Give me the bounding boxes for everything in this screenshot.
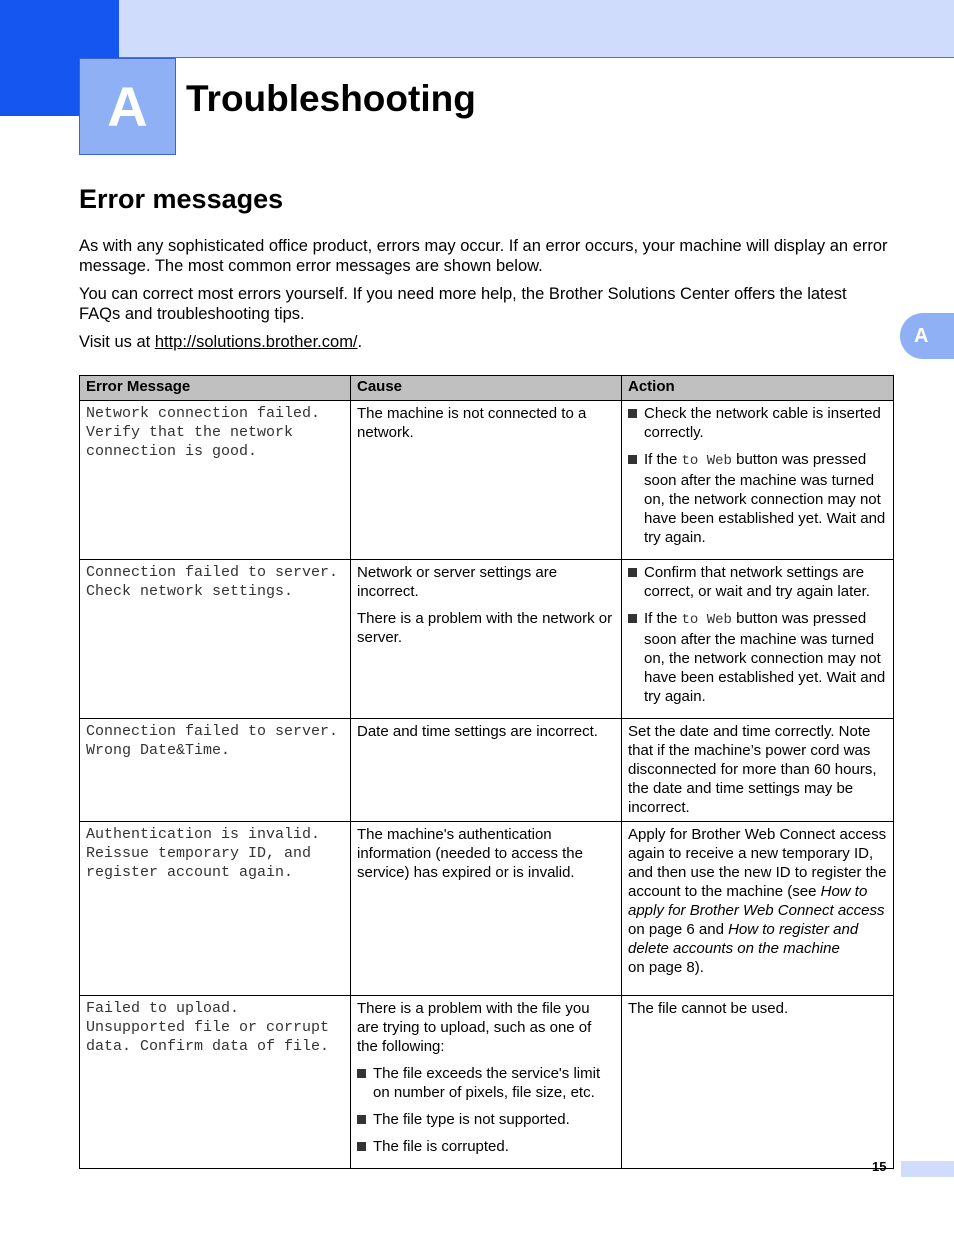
- action-bullet: [628, 609, 887, 706]
- side-chapter-tab: A: [900, 313, 954, 359]
- cause-bullet: The file exceeds the service's limit on number of pixels, file size, etc.: [357, 1064, 615, 1102]
- action-text: on page 8).: [628, 959, 704, 976]
- table-header-row: [80, 376, 894, 401]
- cause-cell: [351, 401, 622, 560]
- error-message-line: data. Confirm data of file.: [86, 1038, 330, 1055]
- cause-text: Network or server settings are incorrect.: [357, 564, 558, 600]
- cause-text: The machine is not connected to a network.: [357, 405, 587, 441]
- intro-paragraph-1: As with any sophisticated office product, errors may occur. If an error occurs, your machine will display an error message. The most common error messages are shown below.: [79, 237, 888, 275]
- error-messages-table: [79, 375, 894, 1169]
- header-action: Action: [622, 376, 894, 401]
- chapter-title: Troubleshooting: [186, 78, 476, 119]
- action-cell: [622, 560, 894, 719]
- table-row: [80, 401, 894, 560]
- error-message-line: Reissue temporary ID, and: [86, 845, 312, 862]
- error-message-line: Connection failed to server.: [86, 723, 339, 740]
- error-message-cell: [80, 401, 351, 560]
- cause-bullet: The file type is not supported.: [357, 1110, 615, 1129]
- action-bullet-list: [628, 563, 887, 706]
- cause-text: The machine's authentication information (needed to access the service) has expired or is invalid.: [357, 826, 583, 881]
- cause-cell: [351, 719, 622, 822]
- action-cell: [622, 822, 894, 996]
- action-text: button was pressed soon after the machine was turned on, the network connection may not have been established yet. Wait and try again.: [644, 610, 886, 705]
- action-cell: [622, 996, 894, 1169]
- section-title: Error messages: [79, 184, 284, 214]
- error-message-line: Failed to upload.: [86, 1000, 240, 1017]
- error-message-line: Connection failed to server.: [86, 564, 339, 581]
- error-message-line: Wrong Date&Time.: [86, 742, 231, 759]
- action-text: button was pressed soon after the machine was turned on, the network connection may not have been established yet. Wait and try again.: [644, 451, 886, 546]
- action-cell: [622, 719, 894, 822]
- error-message-line: register account again.: [86, 864, 294, 881]
- error-message-cell: [80, 560, 351, 719]
- reference-link-register[interactable]: How to register and delete accounts on the machine: [628, 921, 859, 957]
- error-message-line: Authentication is invalid.: [86, 826, 321, 843]
- chapter-letter-box: [79, 58, 176, 155]
- header-error-message: Error Message: [80, 376, 351, 401]
- action-text: Confirm that network settings are correct, or wait and try again later.: [644, 564, 870, 600]
- error-message-cell: [80, 719, 351, 822]
- action-text: Apply for Brother Web Connect access again to receive a new temporary ID, and then use the new ID to register the account to the machine (see: [628, 826, 887, 900]
- cause-text: Date and time settings are incorrect.: [357, 723, 598, 740]
- action-text: Set the date and time correctly. Note that if the machine’s power cord was disconnected for more than 60 hours, the date and time settings may be incorrect.: [628, 723, 877, 816]
- error-message-line: Network connection failed.: [86, 405, 321, 422]
- intro-paragraph-2: You can correct most errors yourself. If you need more help, the Brother Solutions Center offers the latest FAQs and troubleshooting tips.: [79, 285, 847, 323]
- reference-link-apply[interactable]: How to apply for Brother Web Connect access: [628, 883, 885, 919]
- action-bullet-list: [628, 404, 887, 547]
- error-message-line: Check network settings.: [86, 583, 294, 600]
- cause-cell: [351, 560, 622, 719]
- cause-cell: [351, 822, 622, 996]
- cause-cell: [351, 996, 622, 1169]
- error-message-cell: [80, 996, 351, 1169]
- action-bullet: [628, 450, 887, 547]
- cause-text: There is a problem with the file you are trying to upload, such as one of the following:: [357, 1000, 592, 1055]
- action-text: The file cannot be used.: [628, 1000, 789, 1017]
- error-message-cell: [80, 822, 351, 996]
- table-row: [80, 560, 894, 719]
- table-row: [80, 822, 894, 996]
- table-row: [80, 996, 894, 1169]
- error-message-line: connection is good.: [86, 443, 258, 460]
- to-web-button-name: to Web: [681, 612, 732, 628]
- visit-prefix: Visit us at: [79, 333, 155, 351]
- visit-line: [79, 332, 889, 352]
- solutions-link[interactable]: http://solutions.brother.com/: [154, 333, 358, 351]
- page-number: 15: [872, 1159, 887, 1174]
- action-text: If the: [644, 451, 682, 468]
- cause-text: There is a problem with the network or server.: [357, 610, 613, 646]
- error-message-line: Unsupported file or corrupt: [86, 1019, 330, 1036]
- action-cell: [622, 401, 894, 560]
- footer-bar: [901, 1161, 954, 1177]
- chapter-letter: A: [107, 75, 148, 138]
- error-message-line: Verify that the network: [86, 424, 294, 441]
- action-text: Check the network cable is inserted correctly.: [644, 405, 881, 441]
- visit-suffix: .: [357, 333, 363, 351]
- cause-bullet: The file is corrupted.: [357, 1137, 615, 1156]
- header-band: [0, 0, 954, 58]
- cause-bullet-list: [357, 1064, 615, 1156]
- action-text: If the: [644, 610, 682, 627]
- to-web-button-name: to Web: [681, 453, 732, 469]
- header-cause: Cause: [351, 376, 622, 401]
- table-row: [80, 719, 894, 822]
- action-bullet: [628, 404, 887, 442]
- action-text: on page 6 and: [628, 921, 729, 938]
- action-bullet: [628, 563, 887, 601]
